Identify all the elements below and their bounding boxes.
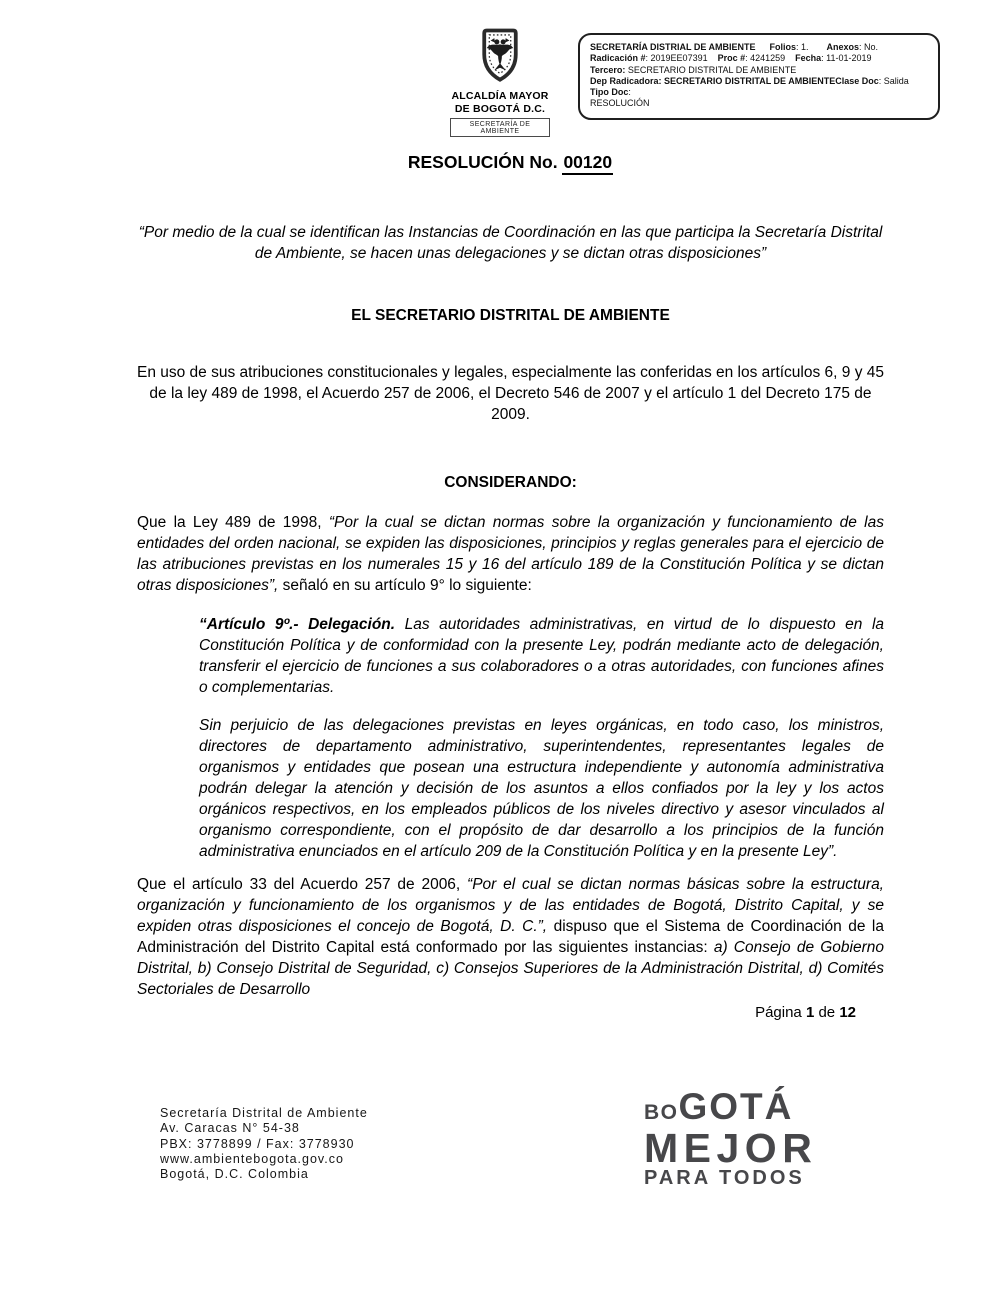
- stamp-tipo-colon: :: [628, 87, 631, 98]
- stamp-line-2: [590, 53, 928, 64]
- stamp-line-3: [590, 65, 928, 76]
- radicacion-stamp: [578, 33, 940, 120]
- stamp-tipo-label: Tipo Doc: [590, 87, 629, 98]
- stamp-anexos-label: Anexos: [826, 42, 860, 52]
- page-number: [137, 1002, 884, 1023]
- stamp-dep-label: Dep Radicadora:: [590, 75, 662, 86]
- considerando-paragraph-2: [137, 874, 884, 1000]
- legal-preamble: En uso de sus atribuciones constitucionales y legales, especialmente las conferidas en los artículos 6, 9 y 45 de la ley 489 de 1998, el Acuerdo 257 de 2006, el Decreto 546 de 2007 y el artículo 1 del Decreto 175 de 2009.: [137, 364, 885, 423]
- stamp-radicacion-value: : 2019EE07391: [645, 53, 708, 64]
- address-line-street: Av. Caracas N° 54-38: [160, 1121, 300, 1136]
- paragraph-2-instances-list: a) Consejo de Gobierno Distrital, b) Consejo Distrital de Seguridad, c) Consejos Superiores de la Administración Distrital, d) Comités Sectoriales de Desarrollo: [137, 939, 885, 998]
- document-body: [137, 150, 884, 1023]
- secretaria-ambiente-label: SECRETARÍA DE AMBIENTE: [450, 118, 550, 137]
- resolution-number: 00120: [562, 152, 613, 175]
- quote-articulo-9-body: Las autoridades administrativas, en virtud de lo dispuesto en la Constitución Política y de conformidad con la presente Ley, podrán mediante acto de delegación, transferir el ejercicio de funciones a sus colaboradores o a otras autoridades, con funciones afines o complementarias.: [199, 616, 885, 696]
- page-number-total: 12: [839, 1004, 856, 1021]
- address-line-city: Bogotá, D.C. Colombia: [160, 1167, 309, 1182]
- stamp-fecha-value: : 11-01-2019: [821, 53, 872, 64]
- page-number-current: 1: [805, 1004, 815, 1021]
- resolution-subject: “Por medio de la cual se identifican las Instancias de Coordinación en las que participa la Secretaría Distrital de Ambiente, se hacen unas delegaciones y se dictan otras disposiciones”: [138, 224, 883, 262]
- stamp-folios-value: : 1.: [796, 42, 809, 52]
- resolution-title-prefix: RESOLUCIÓN No.: [407, 152, 563, 172]
- stamp-radicacion-label: Radicación #: [590, 53, 646, 64]
- city-crest: [450, 26, 550, 137]
- alcaldia-name: [450, 90, 550, 115]
- stamp-line-1: [590, 42, 928, 53]
- paragraph-2-text-c: dispuso que el Sistema de Coordinación de la Administración del Distrito Capital está conformado por las siguientes instancias:: [137, 918, 884, 956]
- stamp-folios-label: Folios: [769, 42, 797, 52]
- stamp-org: SECRETARÍA DISTRIAL DE AMBIENTE: [590, 42, 756, 52]
- considerando-heading: CONSIDERANDO:: [444, 474, 577, 491]
- quote-sin-perjuicio: [199, 715, 884, 862]
- paragraph-1-text-a: Que la Ley 489 de 1998,: [137, 514, 329, 531]
- stamp-tercero-value: SECRETARIO DISTRITAL DE AMBIENTE: [625, 64, 797, 75]
- slogan-bo: BO: [644, 1101, 679, 1124]
- stamp-tipo-value: RESOLUCIÓN: [590, 98, 650, 109]
- paragraph-2-accord-quote: “Por el cual se dictan normas básicas sobre la estructura, organización y funcionamiento de los organismos y de las entidades de Bogotá, Distrito Capital, y se expiden otras disposiciones el concejo de Bogotá, D. C.”,: [137, 876, 884, 935]
- quote-articulo-9: [199, 614, 884, 698]
- address-line-phone: PBX: 3778899 / Fax: 3778930: [160, 1136, 355, 1151]
- stamp-proc-label: Proc #: [717, 53, 746, 64]
- footer-address: [160, 1106, 368, 1182]
- address-line-entity: Secretaría Distrital de Ambiente: [160, 1106, 368, 1120]
- quote-articulo-9-lead: “Artículo 9º.- Delegación.: [199, 616, 396, 633]
- issuing-authority-heading: EL SECRETARIO DISTRITAL DE AMBIENTE: [351, 307, 670, 324]
- page-number-separator: de: [814, 1004, 840, 1021]
- page-number-prefix: Página: [755, 1004, 806, 1021]
- resolution-title: [137, 150, 884, 175]
- stamp-line-4: [590, 76, 928, 99]
- stamp-clase-label: Clase Doc: [835, 75, 879, 86]
- considerando-paragraph-1: [137, 512, 884, 596]
- stamp-fecha-label: Fecha: [795, 53, 822, 64]
- slogan-line-mejor: MEJOR: [644, 1125, 818, 1171]
- slogan-line-bogota: [644, 1086, 856, 1130]
- slogan-gota: GOTÁ: [678, 1086, 794, 1127]
- paragraph-2-text-a: Que el artículo 33 del Acuerdo 257 de 2006,: [137, 876, 468, 893]
- alcaldia-name-line1: ALCALDÍA MAYOR: [451, 90, 549, 102]
- stamp-line-5: [590, 98, 928, 109]
- bogota-coat-of-arms-icon: [471, 26, 529, 88]
- alcaldia-name-line2: DE BOGOTÁ D.C.: [454, 102, 546, 115]
- paragraph-1-law-quote: “Por la cual se dictan normas sobre la organización y funcionamiento de las entidades del orden nacional, se expiden las disposiciones, principios y reglas generales para el ejercicio de las atribuciones previstas en los numerales 15 y 16 del artículo 189 de la Constitución Política y se dictan otras disposiciones”,: [137, 514, 884, 594]
- stamp-tercero-label: Tercero:: [590, 64, 626, 75]
- slogan-line-para-todos: PARA TODOS: [644, 1167, 805, 1189]
- stamp-anexos-value: : No.: [859, 42, 879, 52]
- quote-sin-perjuicio-body: Sin perjuicio de las delegaciones previstas en leyes orgánicas, en todo caso, los ministros, directores de departamento administrativo, superintendentes, representantes legales de organismos y entidades que posean una estructura independiente y autonomía administrativa podrán delegar la atención y decisión de los asuntos a ellos confiados por la ley y los actos orgánicos respectivos, en los empleados públicos de los niveles directivo y asesor vinculados al organismo correspondiente, con el propósito de dar desarrollo a los principios de la función administrativa enunciados en el artículo 209 de la Constitución Política y en la presente Ley”.: [199, 717, 884, 860]
- stamp-proc-value: : 4241259: [745, 53, 786, 64]
- stamp-dep-value: SECRETARIO DISTRITAL DE AMBIENTE: [661, 75, 836, 86]
- stamp-clase-value: : Salida: [878, 75, 909, 86]
- paragraph-1-text-c: señaló en su artículo 9° lo siguiente:: [278, 577, 532, 594]
- bogota-mejor-para-todos-logo: [644, 1086, 856, 1190]
- address-line-website: www.ambientebogota.gov.co: [160, 1151, 344, 1166]
